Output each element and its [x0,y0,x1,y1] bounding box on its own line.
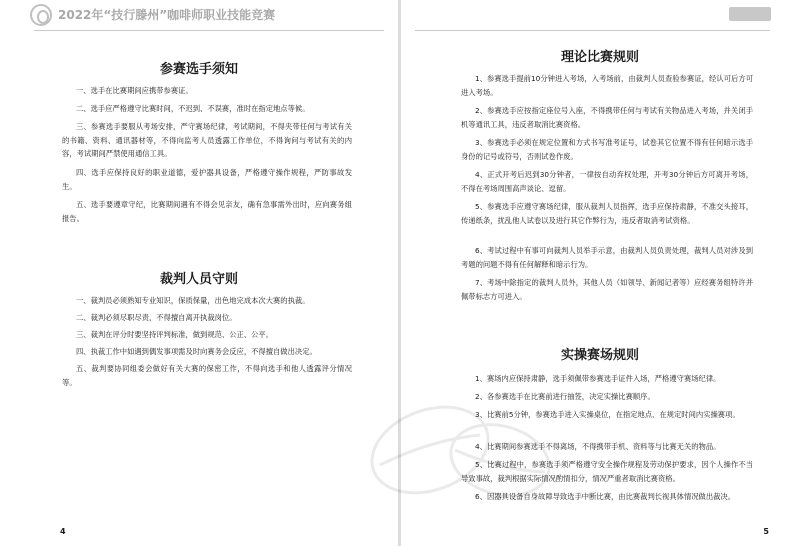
theory-item-5: 5、参赛选手应遵守赛场纪律，服从裁判人员指挥，选手应保持肃静，不准交头接耳，传递纸条，扰乱他人试卷以及进行其它作弊行为，违反者取消考试资格。 [461,202,753,225]
section-title-practical-rules: 实操赛场规则 [560,348,639,363]
page-number-right: 5 [763,527,769,536]
practical-item-4: 4、比赛期间参赛选手不得离场，不得携带手机、资料等与比赛无关的物品。 [475,442,721,451]
theory-item-3: 3、参赛选手必须在规定位置和方式书写准考证号，试卷其它位置不得有任何暗示选手身份的记号或符号，否则试卷作废。 [461,138,753,161]
referee-item-4: 四、执裁工作中如遇到偶发事项需及时向赛务会反应，不得擅自做出决定。 [76,347,317,356]
practical-item-2: 2、各参赛选手在比赛前进行抽签，决定实操比赛顺序。 [475,392,655,401]
notice-item-3: 三、参赛选手要服从考场安排，严守赛场纪律，考试期间，不得夹带任何与考试有关的书籍、资料、通讯器材等，不得向监考人员透露工作单位，不得询问与考试有关的内容，考试期间严禁使用通信工具。 [62,122,352,159]
header-divider [34,30,384,31]
practical-item-3: 3、比赛前5分钟，参赛选手进入实操桌位，在指定地点、在规定时间内实操赛项。 [475,410,740,419]
header-divider-right [415,30,770,31]
theory-item-2: 2、参赛选手应按指定座位号入座，不得携带任何与考试有关物品进入考场，并关闭手机等通讯工具，违反者取消比赛资格。 [461,106,753,129]
header-tag-icon [729,7,771,21]
notice-item-2: 二、选手应严格遵守比赛时间，不迟到、不误赛，准时在指定地点等候。 [76,104,310,113]
referee-item-3: 三、裁判在评分时要坚持评判标准，做到规范、公正、公平。 [76,330,274,339]
referee-item-1: 一、裁判员必须熟知专业知识，保质保量，出色地完成本次大赛的执裁。 [76,296,310,305]
section-title-theory-rules: 理论比赛规则 [560,50,639,65]
competition-logo-icon [30,4,52,26]
header-title: 2022年“技行滕州”咖啡师职业技能竞赛 [58,8,276,22]
notice-item-1: 一、选手在比赛期间应携带参赛证。 [76,86,193,95]
notice-item-4: 四、选手应保持良好的职业道德，爱护器具设备，严格遵守操作规程，严防事故发生。 [62,168,352,191]
practical-item-6: 6、因器具设备自身故障导致选手中断比赛，由比赛裁判长视具体情况做出裁决。 [475,492,736,501]
theory-item-7: 7、考场中除指定的裁判人员外，其他人员（如领导、新闻记者等）应经赛务组特许并佩带标志方可进入。 [461,278,753,301]
coffee-bean-watermark-icon [360,380,560,520]
referee-item-5: 五、裁判要协同组委会做好有关大赛的保密工作，不得向选手和他人透露评分情况等。 [62,364,352,387]
section-title-referee-rules: 裁判人员守则 [159,272,238,287]
section-title-contestant-notice: 参赛选手须知 [159,62,238,77]
practical-item-1: 1、赛场内应保持肃静，选手须佩带参赛选手证件入场，严格遵守赛场纪律。 [475,374,721,383]
referee-item-2: 二、裁判必须尽职尽责，不得擅自离开执裁岗位。 [76,313,237,322]
theory-item-4: 4、正式开考后迟到30分钟者，一律按自动弃权处理，开考30分钟后方可离开考场，不得在考场周围高声谈论、逗留。 [461,170,753,193]
page-number-left: 4 [60,527,66,536]
theory-item-6: 6、考试过程中有事可向裁判人员举手示意，由裁判人员负责处理，裁判人员对涉及到考题的问题不得有任何解释和暗示行为。 [461,246,753,269]
practical-item-5: 5、比赛过程中，参赛选手须严格遵守安全操作规程及劳动保护要求，因个人操作不当导致事故，裁判根据实际情况酌情扣分，情况严重者取消比赛资格。 [461,460,753,483]
left-page [0,0,398,546]
notice-item-5: 五、选手要遵章守纪，比赛期间遇有不得会见亲友，确有急事需外出时，应向赛务组报告。 [62,200,352,223]
theory-item-1: 1、参赛选手提前10分钟进入考场，入考场前，由裁判人员查验参赛证，经认可后方可进入考场。 [461,74,753,97]
